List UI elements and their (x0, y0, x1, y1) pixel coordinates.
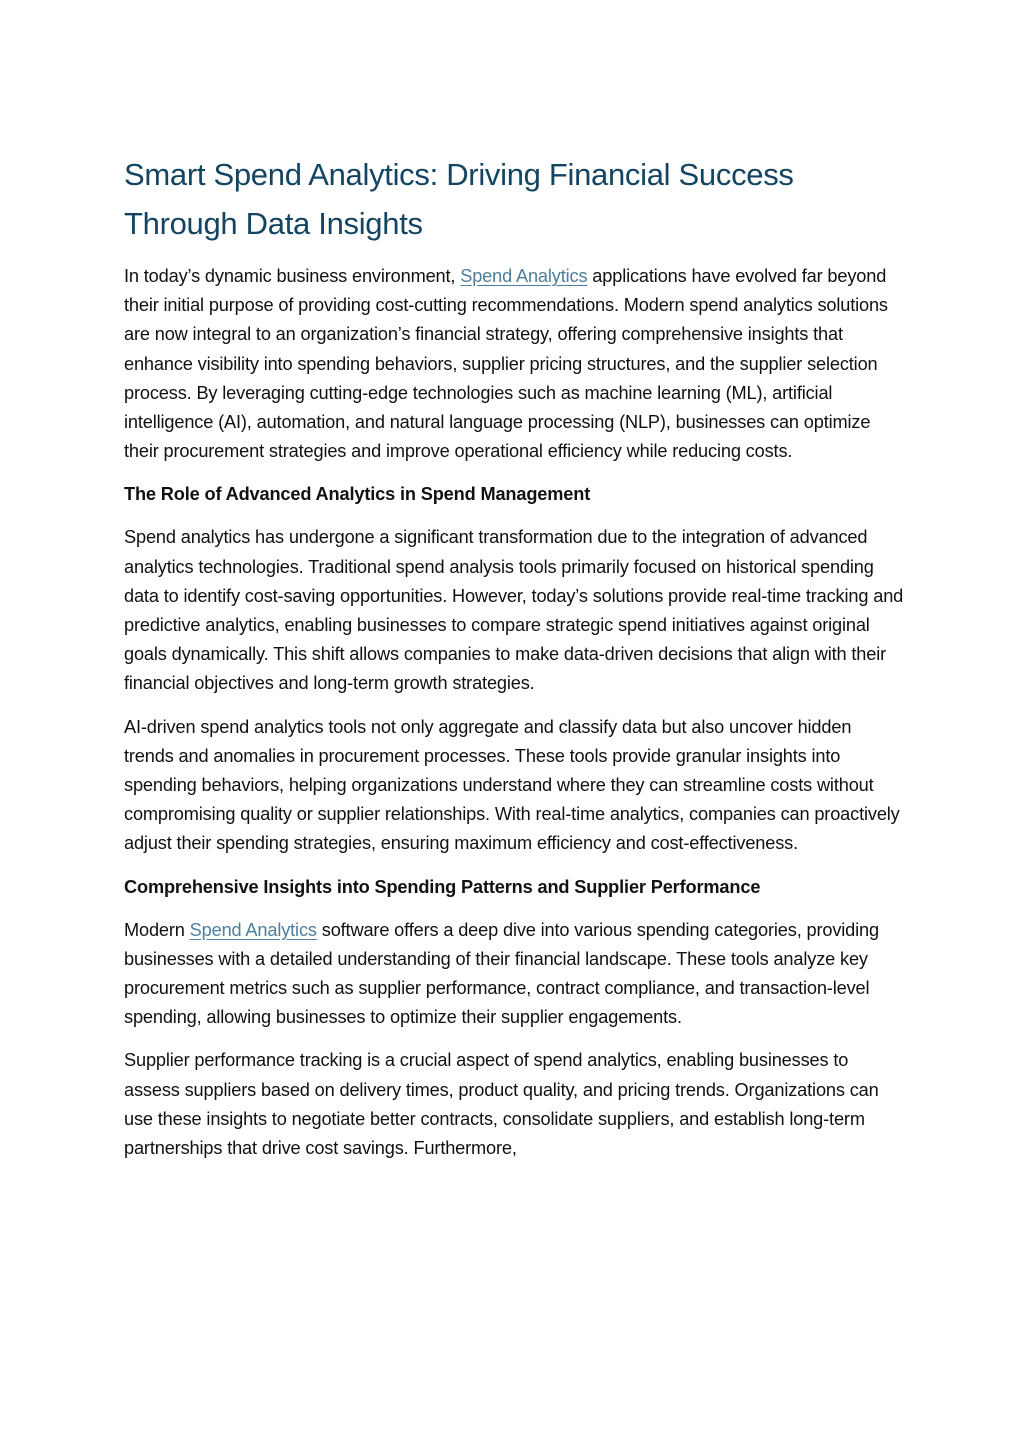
ai-driven-paragraph: AI-driven spend analytics tools not only aggregate and classify data but also uncover hidden trends and anomalies in procurement processes. These tools provide granular insights into spending behaviors, helping organizations understand where they can streamline costs without compromising quality or supplier relationships. With real-time analytics, companies can proactively adjust their spending strategies, ensuring maximum efficiency and cost-effectiveness. (124, 716, 900, 854)
modern-text-before: Modern (124, 919, 190, 940)
document-page (124, 150, 904, 1177)
document-title: Smart Spend Analytics: Driving Financial Success Through Data Insights (124, 157, 794, 241)
section-heading-comprehensive-insights: Comprehensive Insights into Spending Patterns and Supplier Performance (124, 876, 761, 897)
intro-paragraph (124, 262, 904, 466)
modern-software-paragraph (124, 916, 904, 1033)
section-heading-advanced-analytics: The Role of Advanced Analytics in Spend Management (124, 484, 591, 505)
advanced-analytics-paragraph: Spend analytics has undergone a significant transformation due to the integration of advanced analytics technologies. Traditional spend analysis tools primarily focused on historical spending data to identify cost-saving opportunities. However, today’s solutions provide real-time tracking and predictive analytics, enabling businesses to compare strategic spend initiatives against original goals dynamically. This shift allows companies to make data-driven decisions that align with their financial objectives and long-term growth strategies. (124, 527, 904, 694)
spend-analytics-link-2[interactable]: Spend Analytics (189, 919, 317, 940)
supplier-tracking-paragraph: Supplier performance tracking is a crucial aspect of spend analytics, enabling businesses to assess suppliers based on delivery times, product quality, and pricing trends. Organizations can use these insights to negotiate better contracts, consolidate suppliers, and establish long-term partnerships that drive cost savings. Furthermore, (124, 1050, 879, 1159)
intro-text-before: In today’s dynamic business environment, (124, 266, 461, 286)
spend-analytics-link[interactable]: Spend Analytics (460, 266, 588, 286)
intro-text-after: applications have evolved far beyond their initial purpose of providing cost-cutting recommendations. Modern spend analytics solutions are now integral to an organization’s financial strategy, offering comprehensive insights that enhance visibility into spending behaviors, supplier pricing structures, and the supplier selection process. By leveraging cutting-edge technologies such as machine learning (ML), artificial intelligence (AI), automation, and natural language processing (NLP), businesses can optimize their procurement strategies and improve operational efficiency while reducing costs. (124, 266, 888, 462)
modern-text-after: software offers a deep dive into various spending categories, providing businesses with a detailed understanding of their financial landscape. These tools analyze key procurement metrics such as supplier performance, contract compliance, and transaction-level spending, allowing businesses to optimize their supplier engagements. (124, 919, 879, 1028)
